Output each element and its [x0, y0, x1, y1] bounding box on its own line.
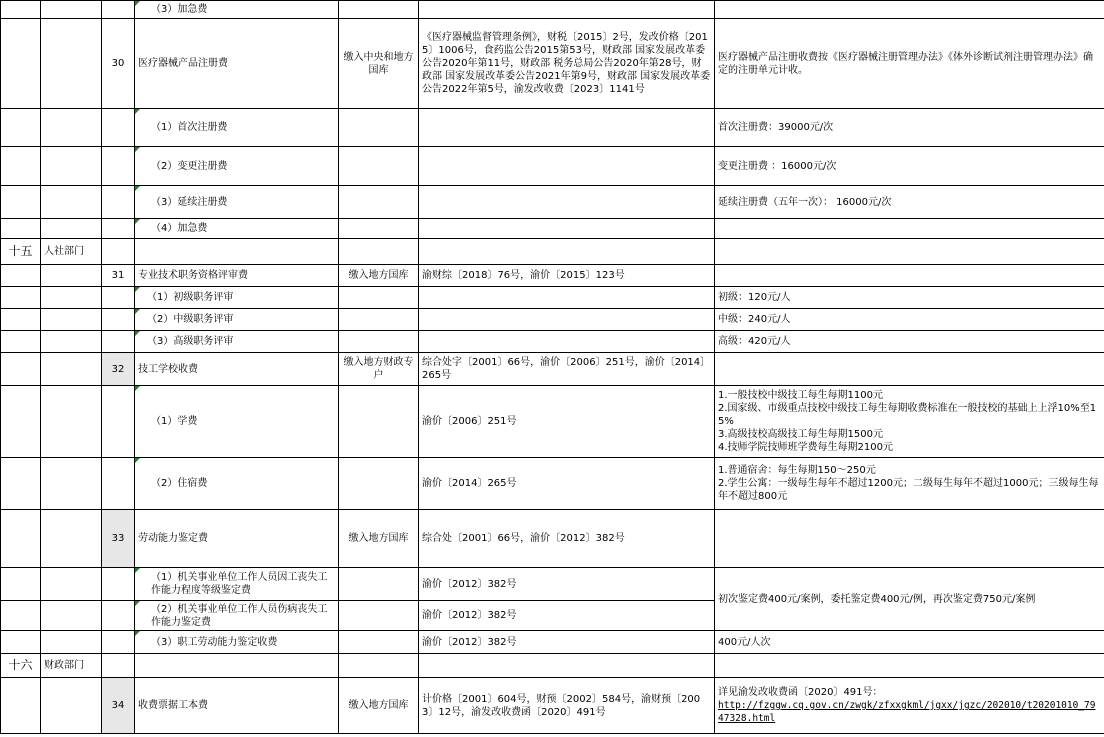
section-row	[1, 654, 1104, 678]
item-cell: 劳动能力鉴定费	[135, 510, 339, 568]
item-number: 30	[102, 19, 135, 109]
standard-cell: 中级：240元/人	[715, 309, 1104, 331]
destination-cell: 缴入中央和地方国库	[339, 19, 419, 109]
destination-cell: 缴入地方财政专户	[339, 353, 419, 386]
destination-cell: 缴入地方国库	[339, 678, 419, 734]
item-number: 34	[102, 678, 135, 734]
standard-cell: 延续注册费（五年一次）： 16000元/次	[715, 186, 1104, 219]
section-name: 财政部门	[41, 654, 102, 678]
basis-cell: 综合处〔2001〕66号，渝价〔2012〕382号	[419, 510, 715, 568]
basis-cell: 渝价〔2012〕382号	[419, 568, 715, 601]
table-row	[1, 109, 1104, 147]
item-cell: （3）加急费	[135, 1, 339, 19]
item-cell: 医疗器械产品注册费	[135, 19, 339, 109]
basis-cell: 渝价〔2012〕382号	[419, 631, 715, 654]
policy-link[interactable]: http://fzggw.cq.gov.cn/zwgk/zfxxgkml/jgxx/jgzc/202010/t20201010_7947328.html	[718, 700, 1096, 724]
item-cell: （4）加急费	[135, 219, 339, 239]
table-row	[1, 386, 1104, 458]
item-cell: 专业技术职务资格评审费	[135, 265, 339, 287]
table-row	[1, 568, 1104, 601]
item-cell: （1）机关事业单位工作人员因工丧失工作能力程度等级鉴定费	[135, 568, 339, 601]
item-cell: （1）初级职务评审	[135, 287, 339, 309]
standard-line: 4.技师学院技师班学费每生每期2100元	[718, 442, 893, 453]
table-row	[1, 287, 1104, 309]
standard-cell: 高级：420元/人	[715, 331, 1104, 353]
standard-cell: 400元/人次	[715, 631, 1104, 654]
table-row	[1, 458, 1104, 510]
destination-cell: 缴入地方国库	[339, 510, 419, 568]
item-cell: （3）高级职务评审	[135, 331, 339, 353]
basis-cell: 渝价〔2006〕251号	[419, 386, 715, 458]
item-number: 32	[102, 353, 135, 386]
standard-cell: 医疗器械产品注册收费按《医疗器械注册管理办法》《体外诊断试剂注册管理办法》确定的注册单元计收。	[715, 19, 1104, 109]
item-number: 31	[102, 265, 135, 287]
basis-cell: 综合处字〔2001〕66号，渝价〔2006〕251号，渝价〔2014〕265号	[419, 353, 715, 386]
table-row	[1, 331, 1104, 353]
standard-line: 详见渝发改收费函〔2020〕491号：	[718, 687, 883, 698]
table-row	[1, 678, 1104, 734]
item-cell: （1）首次注册费	[135, 109, 339, 147]
table-row	[1, 19, 1104, 109]
item-cell: （2）住宿费	[135, 458, 339, 510]
section-row	[1, 239, 1104, 265]
table-row	[1, 353, 1104, 386]
standard-line: 3.高级技校高级技工每生每期1500元	[718, 429, 883, 440]
table-row	[1, 510, 1104, 568]
standard-cell: 初次鉴定费400元/案例，委托鉴定费400元/例，再次鉴定费750元/案例	[715, 568, 1104, 631]
item-cell: 技工学校收费	[135, 353, 339, 386]
item-cell: 收费票据工本费	[135, 678, 339, 734]
standard-cell: 变更注册费 ：16000元/次	[715, 147, 1104, 186]
basis-cell: 渝价〔2012〕382号	[419, 601, 715, 631]
table-row	[1, 186, 1104, 219]
item-cell: （3）延续注册费	[135, 186, 339, 219]
section-number: 十六	[1, 654, 41, 678]
basis-cell: 《医疗器械监督管理条例》，财税〔2015〕2号，发改价格〔2015〕1006号，食药监公告2015第53号，财政部 国家发展改革委公告2020年第11号，财政部 税务总局公告2020年第28号，财政部 国家发展改革委公告2021年第9号，财政部 国家发展改革委公告2022年第5号，渝发改收费〔2023〕1141号	[419, 19, 715, 109]
table-row	[1, 147, 1104, 186]
table-row	[1, 631, 1104, 654]
standard-cell	[715, 458, 1104, 510]
basis-cell: 渝价〔2014〕265号	[419, 458, 715, 510]
table-row	[1, 1, 1104, 19]
destination-cell: 缴入地方国库	[339, 265, 419, 287]
item-cell: （2）机关事业单位工作人员伤病丧失工作能力鉴定费	[135, 601, 339, 631]
standard-line: 2.国家级、市级重点技校中级技工每生每期收费标准在一般技校的基础上上浮10%至15%	[718, 403, 1097, 427]
basis-cell: 渝财综〔2018〕76号，渝价〔2015〕123号	[419, 265, 715, 287]
section-name: 人社部门	[41, 239, 102, 265]
item-cell: （3）职工劳动能力鉴定收费	[135, 631, 339, 654]
standard-cell: 初级：120元/人	[715, 287, 1104, 309]
table-row	[1, 265, 1104, 287]
table-row	[1, 219, 1104, 239]
standard-line: 2.学生公寓：一级每生每年不超过1200元；二级每生每年不超过1000元；三级每生每年不超过800元	[718, 478, 1099, 502]
item-cell: （1）学费	[135, 386, 339, 458]
standard-line: 1.一般技校中级技工每生每期1100元	[718, 390, 883, 401]
section-number: 十五	[1, 239, 41, 265]
standard-cell: 首次注册费：39000元/次	[715, 109, 1104, 147]
item-cell: （2）中级职务评审	[135, 309, 339, 331]
table-row	[1, 309, 1104, 331]
standard-cell	[715, 678, 1104, 734]
item-cell: （2）变更注册费	[135, 147, 339, 186]
standard-line: 1.普通宿舍：每生每期150～250元	[718, 465, 876, 476]
basis-cell: 计价格〔2001〕604号，财预〔2002〕584号，渝财预〔2003〕12号，渝发改收费函〔2020〕491号	[419, 678, 715, 734]
standard-cell	[715, 386, 1104, 458]
item-number: 33	[102, 510, 135, 568]
